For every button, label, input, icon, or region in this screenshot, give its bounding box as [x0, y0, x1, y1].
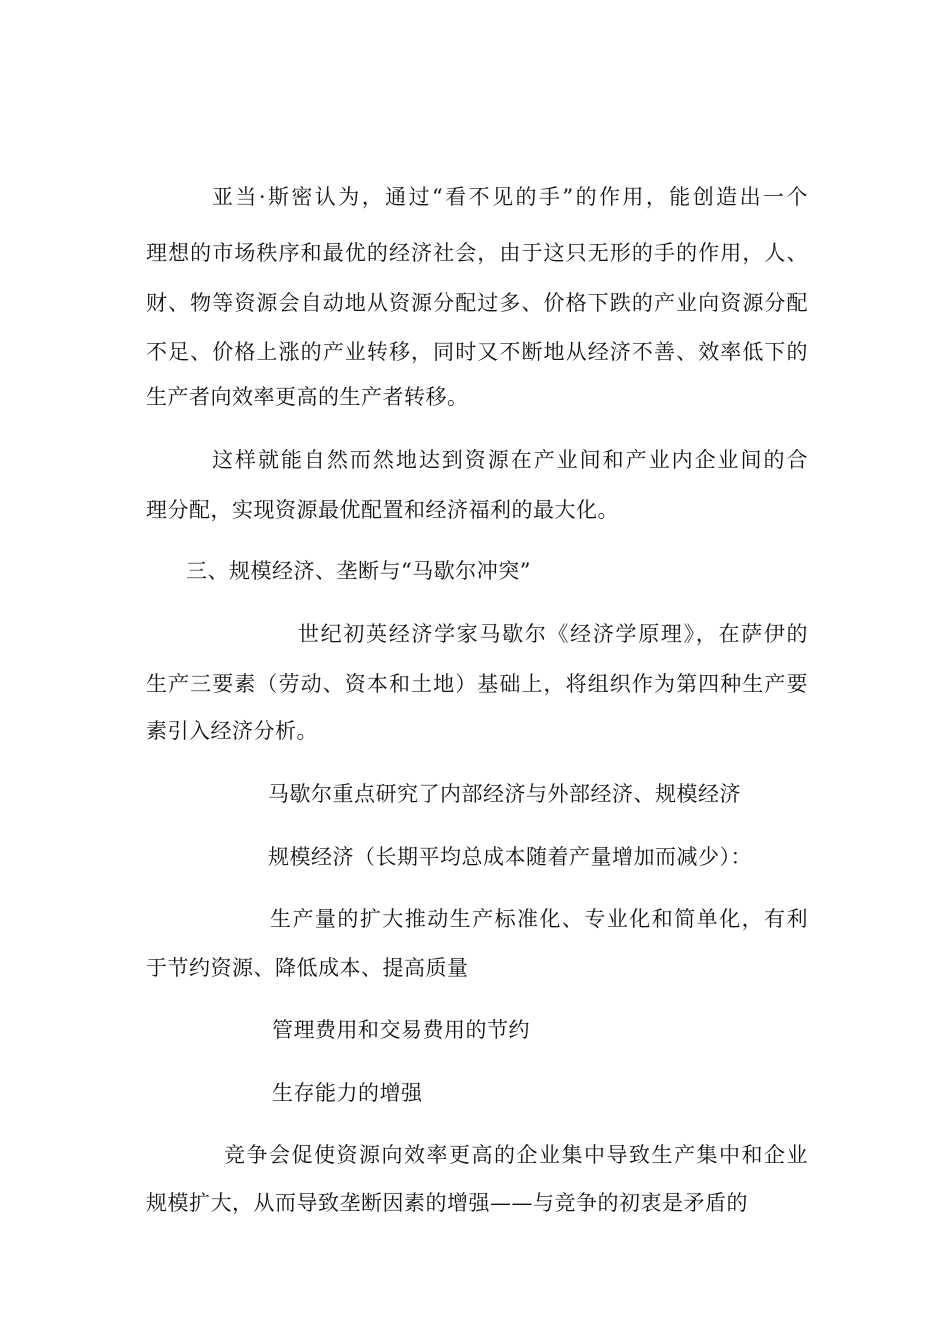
paragraph-1-line-1: 亚当·斯密认为，通过“看不见的手”的作用，能创造出一个: [212, 185, 808, 209]
paragraph-1-line-5: 生产者向效率更高的生产者转移。: [146, 385, 469, 409]
paragraph-3-line-2: 生产三要素（劳动、资本和土地）基础上，将组织作为第四种生产要: [146, 672, 808, 696]
paragraph-2-line-2: 理分配，实现资源最优配置和经济福利的最大化。: [146, 498, 619, 522]
paragraph-4-line-1: 马歇尔重点研究了内部经济与外部经济、规模经济: [268, 782, 741, 806]
paragraph-5-line-1: 规模经济（长期平均总成本随着产量增加而减少）：: [268, 845, 752, 869]
paragraph-9-line-1: 竞争会促使资源向效率更高的企业集中导致生产集中和企业: [224, 1143, 808, 1167]
paragraph-2-line-1: 这样就能自然而然地达到资源在产业间和产业内企业间的合: [212, 448, 808, 472]
paragraph-3-line-3: 素引入经济分析。: [146, 719, 318, 743]
paragraph-1-line-3: 财、物等资源会自动地从资源分配过多、价格下跌的产业向资源分配: [146, 291, 808, 315]
paragraph-8-line-1: 生存能力的增强: [272, 1081, 423, 1105]
paragraph-1-line-2: 理想的市场秩序和最优的经济社会，由于这只无形的手的作用，人、: [146, 241, 808, 265]
paragraph-7-line-1: 管理费用和交易费用的节约: [272, 1018, 530, 1042]
paragraph-3-line-1: 世纪初英经济学家马歇尔《经济学原理》，在萨伊的: [298, 622, 808, 646]
paragraph-6-line-2: 于节约资源、降低成本、提高质量: [146, 956, 469, 980]
paragraph-1-line-4: 不足、价格上涨的产业转移，同时又不断地从经济不善、效率低下的: [146, 340, 808, 364]
paragraph-9-line-2: 规模扩大，从而导致垄断因素的增强——与竞争的初衷是矛盾的: [146, 1191, 748, 1215]
section-heading: 三、规模经济、垄断与“马歇尔冲突”: [186, 559, 531, 583]
paragraph-6-line-1: 生产量的扩大推动生产标准化、专业化和简单化，有利: [270, 907, 808, 931]
